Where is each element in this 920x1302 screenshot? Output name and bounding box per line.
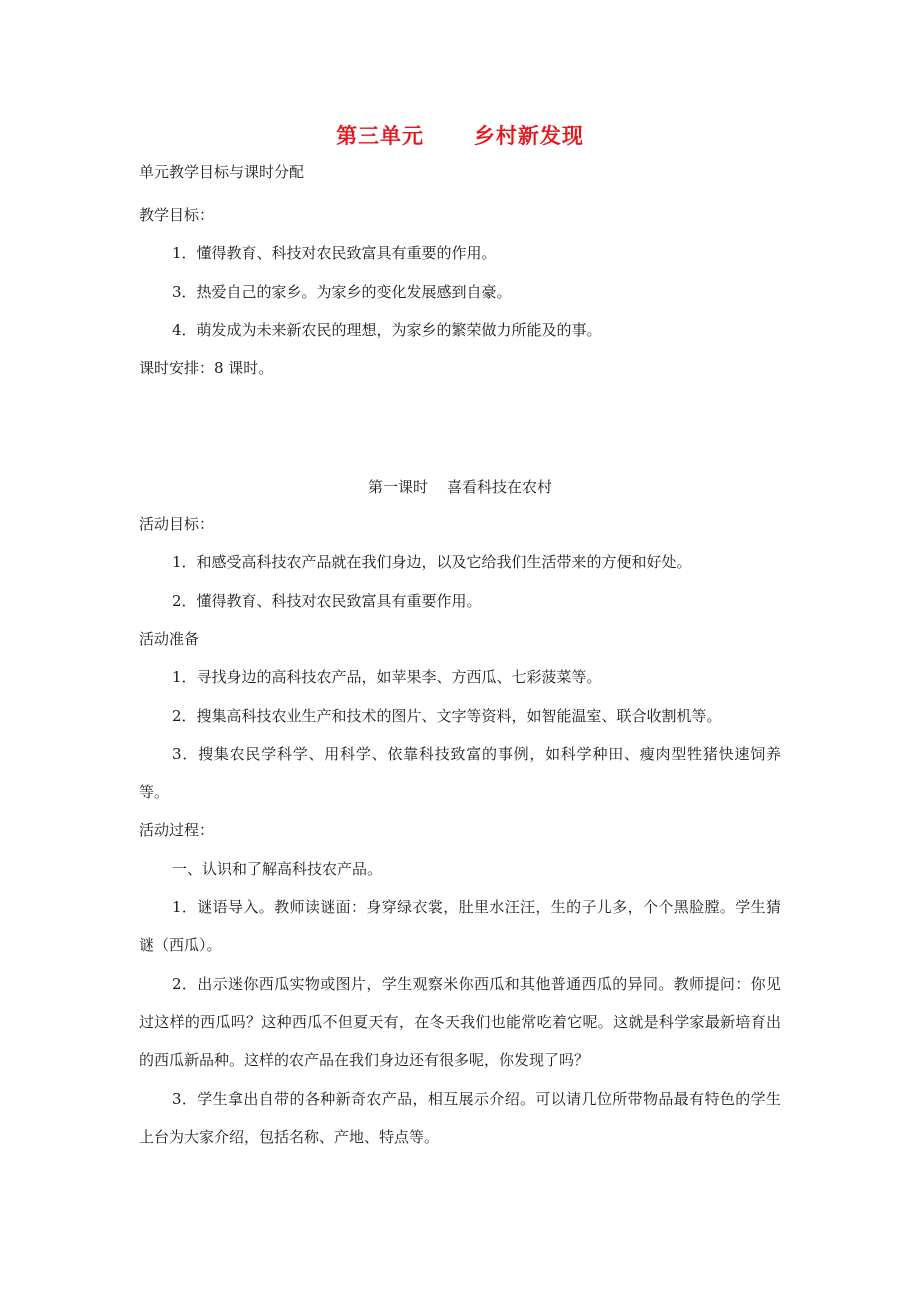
- schedule-text: 课时安排：8 课时。: [139, 359, 274, 377]
- preparation-item: 2．搜集高科技农业生产和技术的图片、文字等资料，如智能温室、联合收割机等。: [172, 707, 722, 725]
- preparation-item: 3．搜集农民学科学、用科学、依靠科技致富的事例，如科学种田、瘦肉型牲猪快速饲养等。: [139, 745, 781, 801]
- process-step: 3．学生拿出自带的各种新奇农产品，相互展示介绍。可以请几位所带物品最有特色的学生上台为大家介绍，包括名称、产地、特点等。: [139, 1090, 781, 1146]
- section-heading: 一、认识和了解高科技农产品。: [172, 860, 383, 878]
- teaching-goal-item: 1．懂得教育、科技对农民致富具有重要的作用。: [172, 244, 497, 262]
- objective-item: 1．和感受高科技农产品就在我们身边，以及它给我们生活带来的方便和好处。: [172, 553, 692, 571]
- process-step: 1．谜语导入。教师读谜面：身穿绿衣裳，肚里水汪汪，生的子儿多，个个黑脸膛。学生猜谜（西瓜）。: [139, 898, 781, 954]
- unit-title: 第三单元 乡村新发现: [336, 124, 584, 148]
- process-label: 活动过程：: [139, 821, 215, 839]
- teaching-goal-item: 3．热爱自己的家乡。为家乡的变化发展感到自豪。: [172, 283, 512, 301]
- objectives-label: 活动目标：: [139, 515, 215, 533]
- unit-goals-heading: 单元教学目标与课时分配: [139, 163, 305, 181]
- teaching-goals-label: 教学目标：: [139, 206, 215, 224]
- preparation-item: 1．寻找身边的高科技农产品，如苹果李、方西瓜、七彩菠菜等。: [172, 668, 602, 686]
- lesson-title: 第一课时 喜看科技在农村: [367, 478, 553, 496]
- process-step: 2．出示迷你西瓜实物或图片，学生观察米你西瓜和其他普通西瓜的异同。教师提问：你见过这样的西瓜吗？这种西瓜不但夏天有，在冬天我们也能常吃着它呢。这就是科学家最新培育出的西瓜新品种。这样的农产品在我们身边还有很多呢，你发现了吗？: [139, 975, 781, 1069]
- objective-item: 2．懂得教育、科技对农民致富具有重要作用。: [172, 592, 482, 610]
- preparation-label: 活动准备: [139, 630, 200, 648]
- teaching-goal-item: 4．萌发成为未来新农民的理想，为家乡的繁荣做力所能及的事。: [172, 321, 602, 339]
